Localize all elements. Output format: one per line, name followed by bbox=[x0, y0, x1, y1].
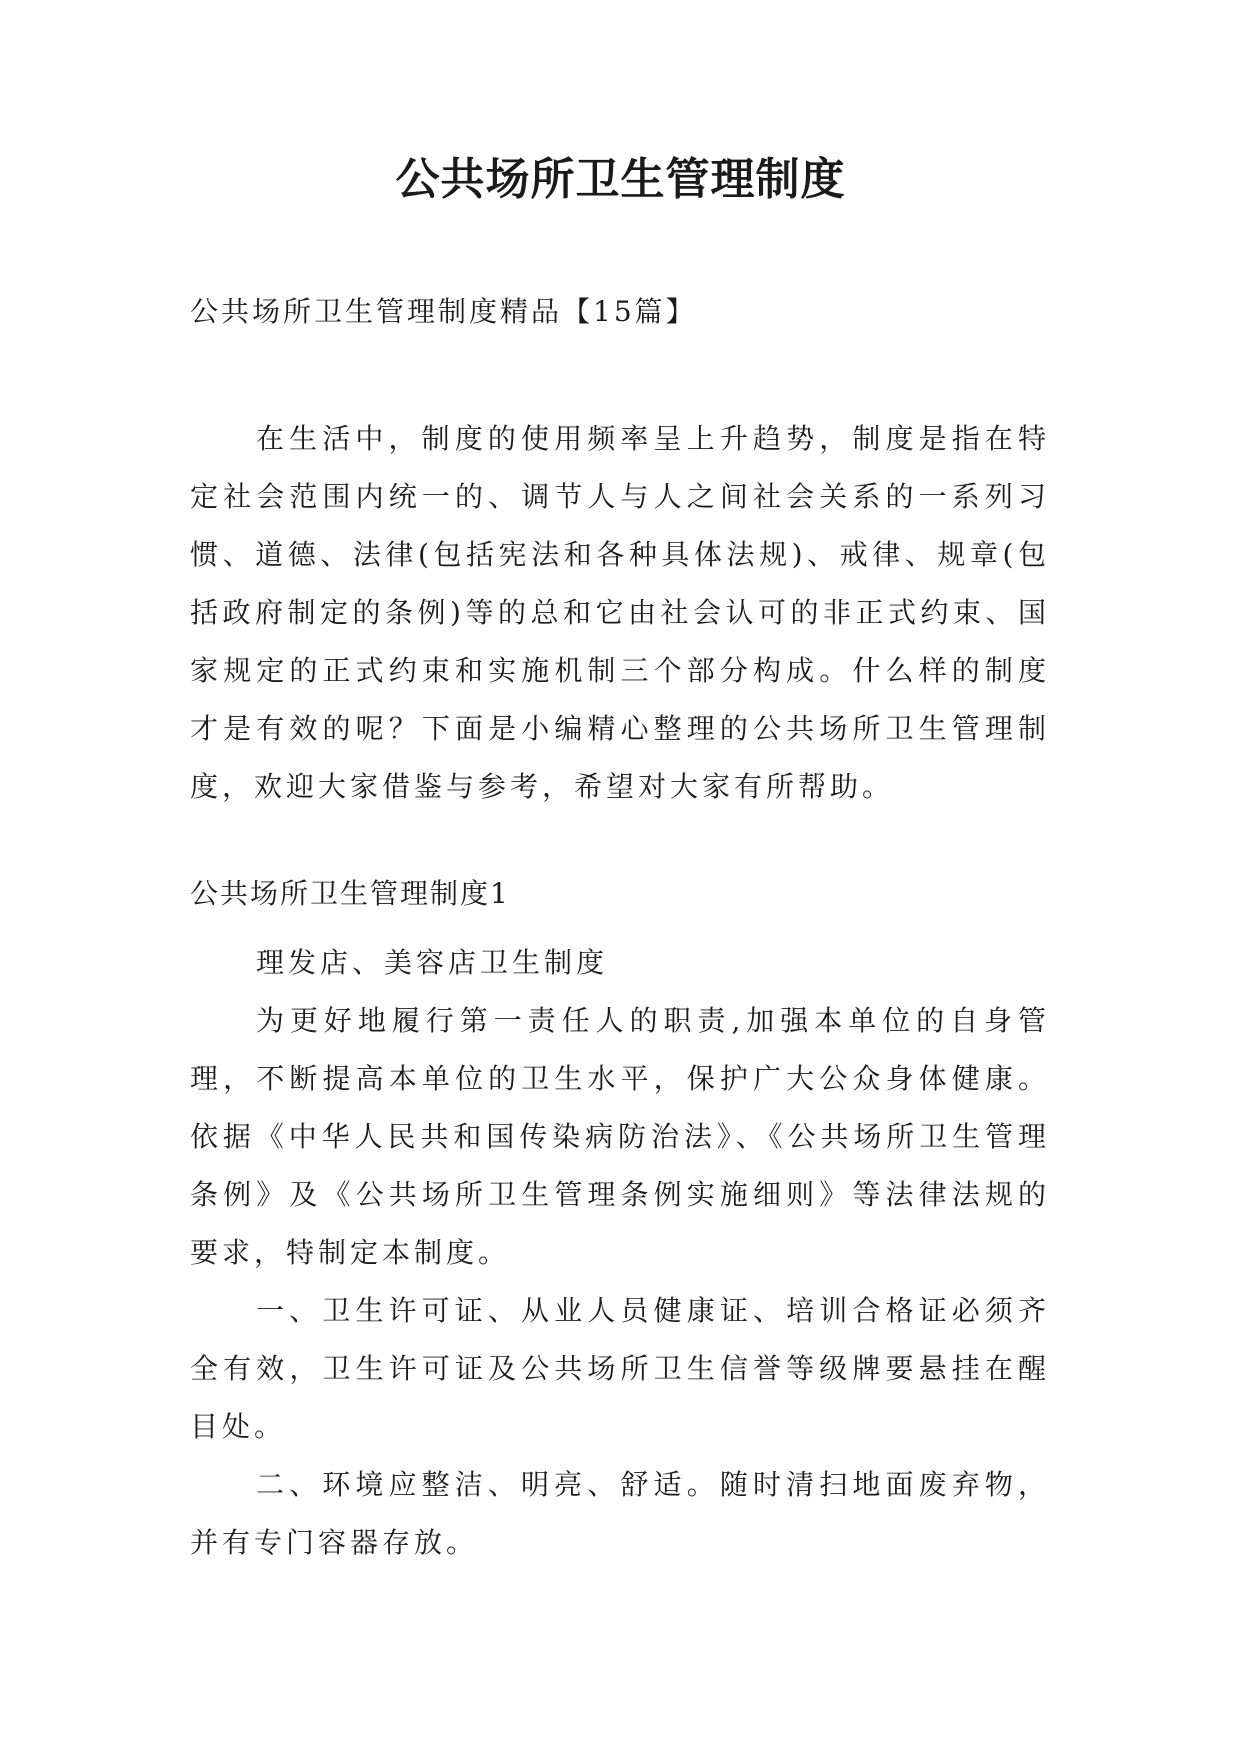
body-paragraph: 为更好地履行第一责任人的职责,加强本单位的自身管理，不断提高本单位的卫生水平，保护广大公众身体健康。依据《中华人民共和国传染病防治法》、《公共场所卫生管理条例》及《公共场所卫生管理条例实施细则》等法律法规的要求，特制定本制度。 bbox=[190, 1004, 1050, 1269]
section-heading: 公共场所卫生管理制度1 bbox=[190, 877, 510, 910]
body-paragraph: 二、环境应整洁、明亮、舒适。随时清扫地面废弃物，并有专门容器存放。 bbox=[190, 1468, 1050, 1559]
body-paragraph: 一、卫生许可证、从业人员健康证、培训合格证必须齐全有效，卫生许可证及公共场所卫生信誉等级牌要悬挂在醒目处。 bbox=[190, 1294, 1050, 1443]
document-title: 公共场所卫生管理制度 bbox=[395, 154, 846, 205]
section-body bbox=[190, 934, 1050, 1572]
section-subheading: 理发店、美容店卫生制度 bbox=[256, 946, 609, 979]
document-subtitle: 公共场所卫生管理制度精品【15篇】 bbox=[190, 295, 697, 328]
intro-paragraph: 在生活中，制度的使用频率呈上升趋势，制度是指在特定社会范围内统一的、调节人与人之间社会关系的一系列习惯、道德、法律(包括宪法和各种具体法规)、戒律、规章(包括政府制定的条例)等的总和它由社会认可的非正式约束、国家规定的正式约束和实施机制三个部分构成。什么样的制度才是有效的呢？下面是小编精心整理的公共场所卫生管理制度，欢迎大家借鉴与参考，希望对大家有所帮助。 bbox=[190, 422, 1050, 803]
